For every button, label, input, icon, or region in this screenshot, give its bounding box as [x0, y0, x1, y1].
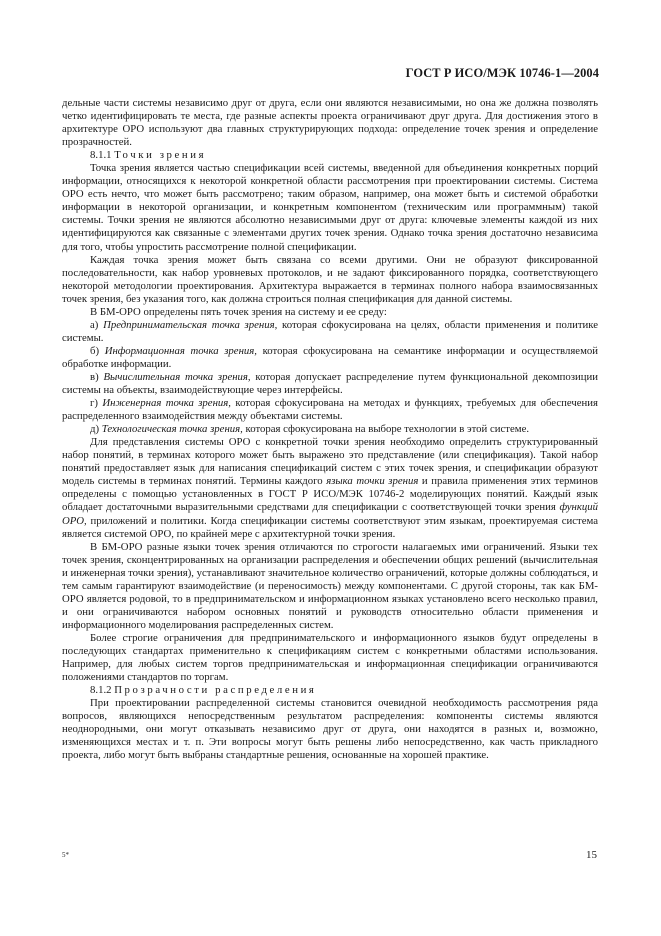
section-number: 8.1.1	[90, 149, 112, 162]
list-item-engineering: г) Инженерная точка зрения, которая сфокусирована на методах и функциях, требуемых для обеспечения распределенного взаимодействия между объектами системы.	[62, 397, 598, 423]
section-heading-8-1-2	[62, 684, 598, 697]
section-title: Точки зрения	[114, 149, 207, 162]
paragraph-language-constraints: В БМ-ОРО разные языки точек зрения отличаются по строгости налагаемых ими ограничений. Языки тех точек зрения, сконцентрированных на организации распределения и обеспечении общих решений (вычислительная и инженерная точки зрения), устанавливают значительное количество ограничений, которые должны соблюдаться, и тем самым гарантируют взаимодействие (и переносимость) между компонентами. С другой стороны, так как БМ-ОРО является родовой, то в предпринимательском и информационном языках установлено всего несколько правил, и они ограничиваются набором основных понятий и руководств относительно области применения и информационного моделирования распределенных систем.	[62, 540, 598, 631]
list-item-information: б) Информационная точка зрения, которая сфокусирована на семантике информации и осуществляемой обработке информации.	[62, 344, 599, 370]
paragraph-viewpoint-relations: Каждая точка зрения может быть связана со всеми другими. Они не образуют фиксированной последовательности, как набор уровневых протоколов, и не задают фиксированного порядка, соответствующего некоторой методологии проектирования. Архитектура выражается в терминах полного набора взаимосвязанных точек зрения, без указания того, как должна строиться полная спецификация для данной системы.	[62, 253, 598, 305]
signature-mark: 5*	[62, 851, 69, 859]
page-body	[62, 97, 598, 762]
paragraph-stricter-constraints: Более строгие ограничения для предпринимательского и информационного языков будут определены в последующих стандартах применительно к спецификациям систем с конкретными областями использования. Например, для любых систем торгов предпринимательская и информационная спецификации ограничиваются положениями стандартов по торгам.	[62, 631, 598, 684]
paragraph-viewpoint-languages: Для представления системы ОРО с конкретной точки зрения необходимо определить структурированный набор понятий, в терминах которого может быть выражено это представление (или спецификация). Такой набор понятий предоставляет язык для написания спецификаций систем с этих точек зрения, и спецификации образуют модель системы в терминах понятий. Термины каждого языка точки зрения и правила применения этих терминов определены с помощью установленных в ГОСТ Р ИСО/МЭК 10746-2 моделирующих понятий. Каждый язык обладает достаточными выразительными средствами для спецификации с соответствующей точки зрения функций ОРО, приложений и политики. Когда спецификации системы соответствуют этим языкам, проектируемая система является системой ОРО, по крайней мере с архитектурной точки зрения.	[62, 436, 599, 540]
page-number: 15	[586, 849, 597, 861]
paragraph-continuation: дельные части системы независимо друг от друга, если они являются независимыми, но она же должна позволять четко идентифицировать те места, где разные аспекты проекта ограничивают друг друга. Для достижения этого в архитектуре ОРО используют два главных структурирующих подхода: определение точек зрения и определение прозрачностей.	[62, 97, 598, 149]
standard-header: ГОСТ Р ИСО/МЭК 10746-1—2004	[405, 66, 599, 80]
term-computational-viewpoint: Вычислительная точка зрения,	[103, 370, 251, 383]
term-technology-viewpoint: Технологическая точка зрения,	[101, 423, 243, 436]
term-information-viewpoint: Информационная точка зрения,	[104, 344, 257, 357]
paragraph-five-viewpoints: В БМ-ОРО определены пять точек зрения на систему и ее среду:	[90, 305, 387, 318]
section-number: 8.1.2	[90, 684, 112, 697]
term-engineering-viewpoint: Инженерная точка зрения,	[102, 397, 231, 410]
term-viewpoint-language: языка точки зрения	[326, 475, 419, 488]
list-item-technology: д) Технологическая точка зрения, которая сфокусирована на выборе технологии в этой системе.	[90, 423, 530, 436]
list-item-enterprise: а) Предпринимательская точка зрения, которая сфокусирована на целях, области применения и политике системы.	[62, 318, 599, 344]
term-enterprise-viewpoint: Предпринимательская точка зрения,	[103, 318, 278, 331]
paragraph-viewpoint-definition: Точка зрения является частью спецификации всей системы, введенной для объединения конкретных порций информации, относящихся к некоторой конкретной области рассмотрения при проектировании системы. Система ОРО есть нечто, что может быть рассмотрено; таким образом, например, она может быть и системой обработки информации в некоторой организации, и конкретным компонентом (техническим или программным) такой системы. Точки зрения не являются абсолютно независимыми друг от друга: ключевые элементы каждой из них идентифицируются как связанные с элементами других точек зрения. Однако точка зрения достаточно независима для того, чтобы упростить рассмотрение полной спецификации.	[62, 162, 598, 253]
list-item-computational: в) Вычислительная точка зрения, которая допускает распределение путем функциональной декомпозиции системы на объекты, взаимодействующие через интерфейсы.	[62, 370, 599, 397]
paragraph-distribution-issues: При проектировании распределенной системы становится очевидной необходимость рассмотрения ряда вопросов, являющихся непосредственным результатом распределения: компоненты системы являются неоднородными, они могут отказывать независимо друг от друга, они находятся в разных и, возможно, изменяющихся местах и т. п. Эти вопросы могут быть решены либо непосредственно, как часть прикладного проекта, либо могут быть выбраны стандартные решения, основанные на хорошей практике.	[62, 697, 598, 762]
section-heading-8-1-1	[62, 149, 598, 162]
section-title: Прозрачности распределения	[114, 684, 317, 697]
term-odp-functions: функций ОРО,	[62, 501, 599, 527]
